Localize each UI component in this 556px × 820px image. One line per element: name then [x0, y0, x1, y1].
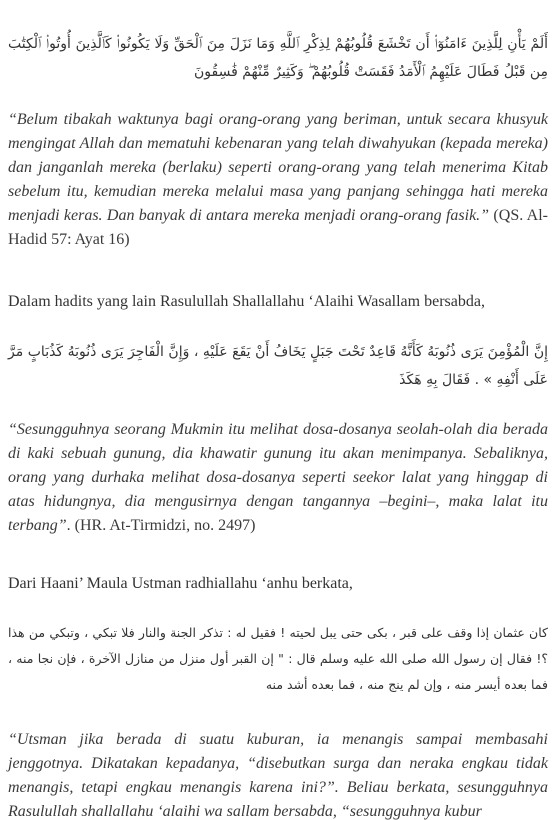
quran-verse-arabic: أَلَمْ يَأْنِ لِلَّذِينَ ءَامَنُوٓا۟ أَن تَخْشَعَ قُلُوبُهُمْ لِذِكْرِ ٱللَّهِ وَمَا نَزَلَ مِنَ ٱلْحَقِّ وَلَا يَكُونُوا۟ كَٱلَّذِينَ أُوتُوا۟ ٱلْكِتَٰبَ مِن قَبْلُ فَطَالَ عَلَيْهِمُ ٱلْأَمَدُ فَقَسَتْ قُلُوبُهُمْ ۖ وَكَثِيرٌ مِّنْهُمْ فَٰسِقُونَ: [8, 36, 548, 80]
athar-translation: [8, 728, 548, 820]
hadith-translation: [8, 418, 548, 538]
hadith-translation-text: “Sesungguhnya seorang Mukmin itu melihat dosa-dosanya seolah-olah dia berada di kaki sebuah gunung, dia khawatir gunung itu akan menimpanya. Sebaliknya, orang yang durhaka melihat dosa-dosanya seperti seekor lalat yang hinggap di atas hidungnya, dia mengusirnya dengan tangannya –begini–, maka lalat itu terbang”: [8, 421, 548, 534]
quran-verse-translation: [8, 108, 548, 252]
hadith-reference: . (HR. At-Tirmidzi, no. 2497): [66, 517, 256, 534]
quran-translation-text: “Belum tibakah waktunya bagi orang-orang yang beriman, untuk secara khusyuk mengingat Allah dan mematuhi kebenaran yang telah diwahyukan (kepada mereka) dan janganlah mereka (berlaku) seperti orang-orang yang telah menerima Kitab sebelum itu, kemudian mereka melalui masa yang panjang sehingga hati mereka menjadi keras. Dan banyak di antara mereka menjadi orang-orang fasik.”: [8, 111, 548, 224]
hadith-arabic: إِنَّ الْمُؤْمِنَ يَرَى ذُنُوبَهُ كَأَنَّهُ قَاعِدٌ تَحْتَ جَبَلٍ يَخَافُ أَنْ يَقَعَ عَلَيْهِ ، وَإِنَّ الْفَاجِرَ يَرَى ذُنُوبَهُ كَذُبَابٍ مَرَّ عَلَى أَنْفِهِ » . فَقَالَ بِهِ هَكَذَ: [8, 344, 548, 388]
athar-intro: Dari Haani’ Maula Ustman radhiallahu ‘anhu berkata,: [8, 575, 353, 592]
athar-arabic: كان عثمان إذا وقف على قبر ، بكى حتى يبل لحيته ! فقيل له : تذكر الجنة والنار فلا تبكي ، وتبكي من هذا ؟! فقال إن رسول الله صلى الله عليه وسلم قال : " إن القبر أول منزل من منازل الآخرة ، فإن نجا منه ، فما بعده أيسر منه ، وإن لم ينج منه ، فما بعده أشد منه: [8, 625, 548, 692]
quran-reference: (QS. Al-Hadid 57: Ayat 16): [8, 207, 549, 248]
hadith-intro: Dalam hadits yang lain Rasulullah Shallallahu ‘Alaihi Wasallam bersabda,: [8, 293, 485, 310]
athar-translation-text: “Utsman jika berada di suatu kuburan, ia menangis sampai membasahi jenggotnya. Dikatakan kepadanya, “disebutkan surga dan neraka engkau tidak menangis, tetapi engkau menangis karena ini?”. Beliau berkata, sesungguhnya Rasulullah shallallahu ‘alaihi wa sallam bersabda, “sesungguhnya kubur: [8, 731, 548, 820]
